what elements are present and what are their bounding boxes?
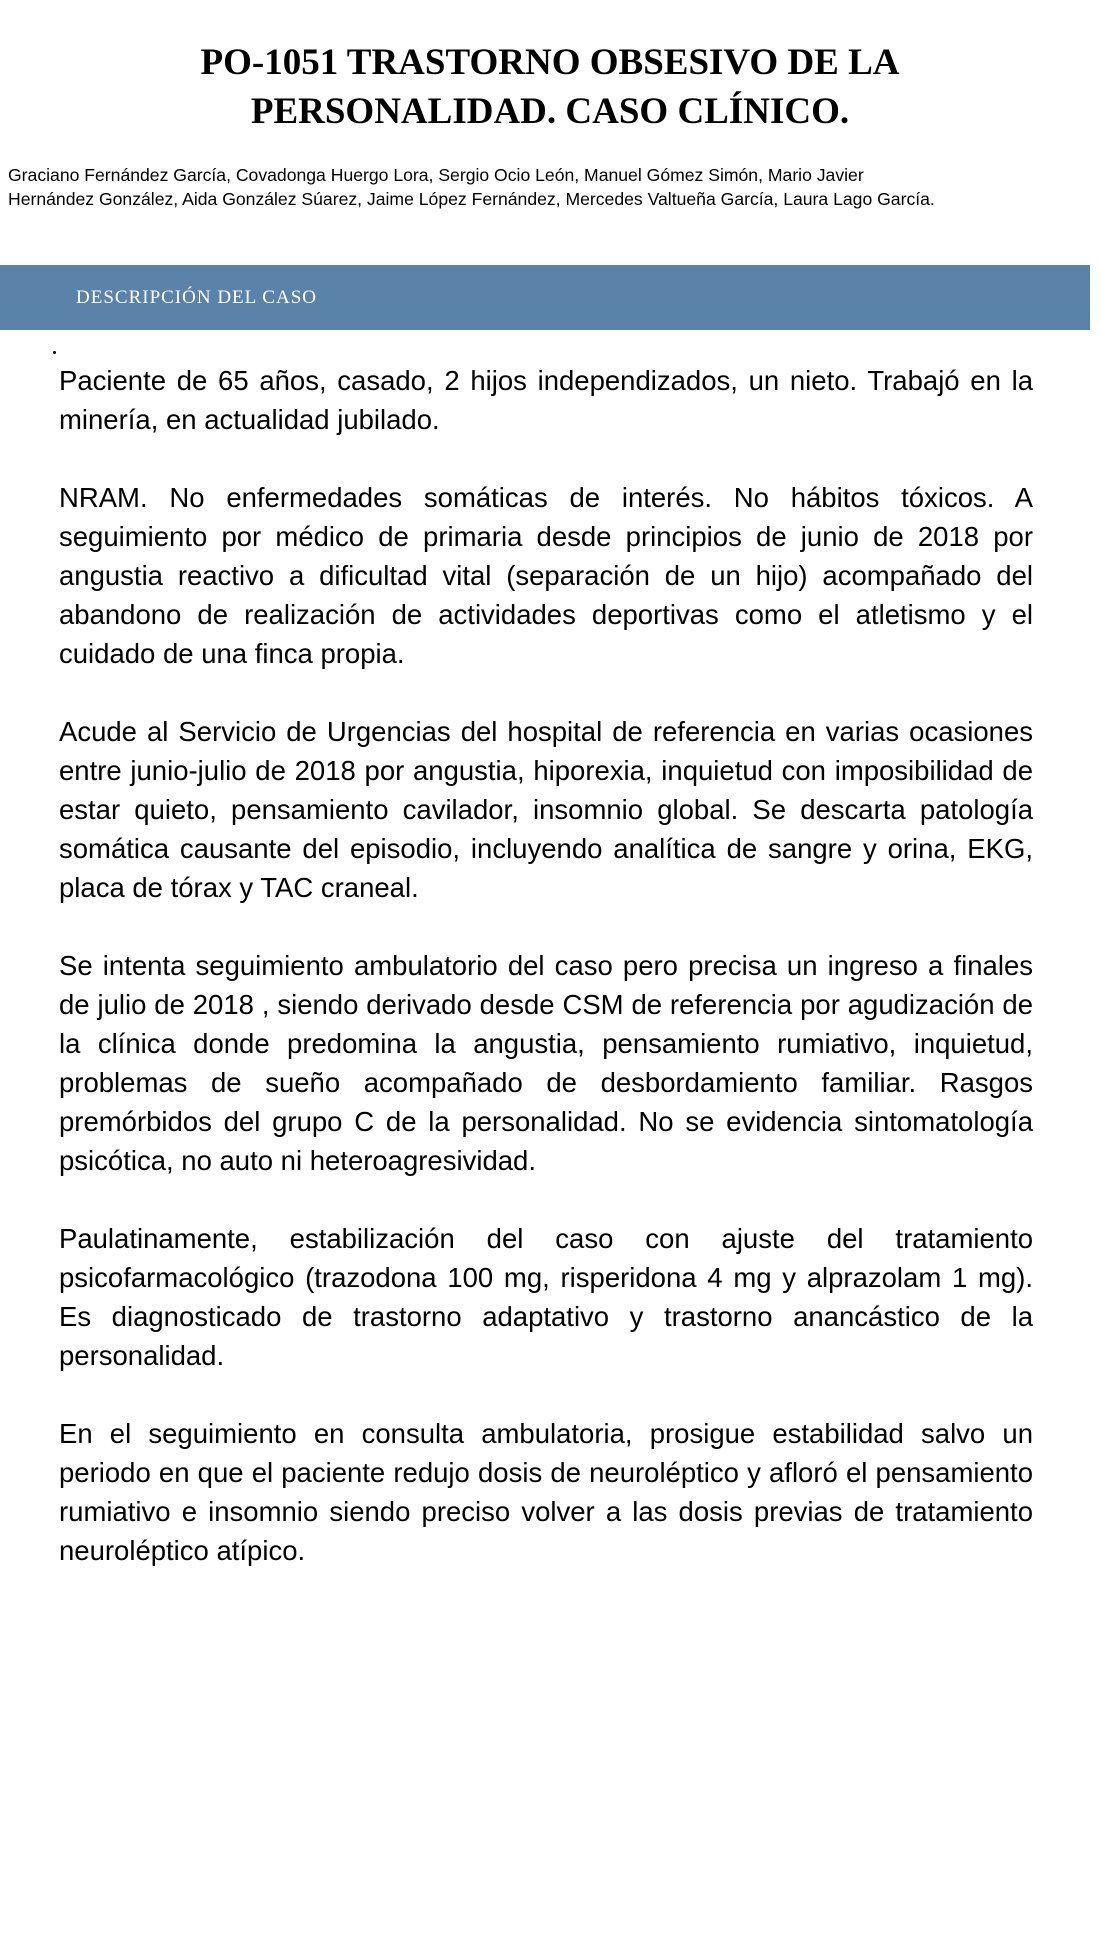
title-line-1: PO-1051 TRASTORNO OBSESIVO DE LA (200, 42, 900, 83)
bullet-dot (53, 351, 56, 354)
authors-line-1: Graciano Fernández García, Covadonga Huergo Lora, Sergio Ocio León, Manuel Gómez Simón, Mario Javier (8, 165, 864, 185)
title-line-2: PERSONALIDAD. CASO CLÍNICO. (250, 91, 850, 132)
paragraph-history: NRAM. No enfermedades somáticas de interés. No hábitos tóxicos. A seguimiento por médico de primaria desde principios de junio de 2018 por angustia reactivo a dificultad vital (separación de un hijo) acompañado del abandono de realización de actividades deportivas como el atletismo y el cuidado de una finca propia. (59, 482, 1033, 669)
paragraph-treatment-diagnosis: Paulatinamente, estabilización del caso con ajuste del tratamiento psicofarmacológico (trazodona 100 mg, risperidona 4 mg y alprazolam 1 mg). Es diagnosticado de trastorno adaptativo y trastorno anancástico de la personalidad. (59, 1223, 1033, 1371)
page-title (0, 38, 1100, 136)
section-header-label: DESCRIPCIÓN DEL CASO (76, 287, 317, 308)
paragraph-emergency-visits: Acude al Servicio de Urgencias del hospital de referencia en varias ocasiones entre junio-julio de 2018 por angustia, hiporexia, inquietud con imposibilidad de estar quieto, pensamiento cavilador, insomnio global. Se descarta patología somática causante del episodio, incluyendo analítica de sangre y orina, EKG, placa de tórax y TAC craneal. (59, 716, 1033, 903)
authors-line-2: Hernández González, Aida González Súarez, Jaime López Fernández, Mercedes Valtueña García, Laura Lago García. (8, 189, 935, 209)
paragraph-patient-profile: Paciente de 65 años, casado, 2 hijos independizados, un nieto. Trabajó en la minería, en actualidad jubilado. (59, 365, 1033, 435)
paragraph-follow-up: En el seguimiento en consulta ambulatoria, prosigue estabilidad salvo un periodo en que el paciente redujo dosis de neuroléptico y afloró el pensamiento rumiativo e insomnio siendo preciso volver a las dosis previas de tratamiento neuroléptico atípico. (59, 1418, 1033, 1566)
section-header-bar (0, 265, 1090, 330)
case-description (59, 361, 1033, 1609)
paragraph-admission: Se intenta seguimiento ambulatorio del caso pero precisa un ingreso a finales de julio de 2018 , siendo derivado desde CSM de referencia por agudización de la clínica donde predomina la angustia, pensamiento rumiativo, inquietud, problemas de sueño acompañado de desbordamiento familiar. Rasgos premórbidos del grupo C de la personalidad. No se evidencia sintomatología psicótica, no auto ni heteroagresividad. (59, 950, 1033, 1176)
authors-list (8, 163, 1098, 211)
